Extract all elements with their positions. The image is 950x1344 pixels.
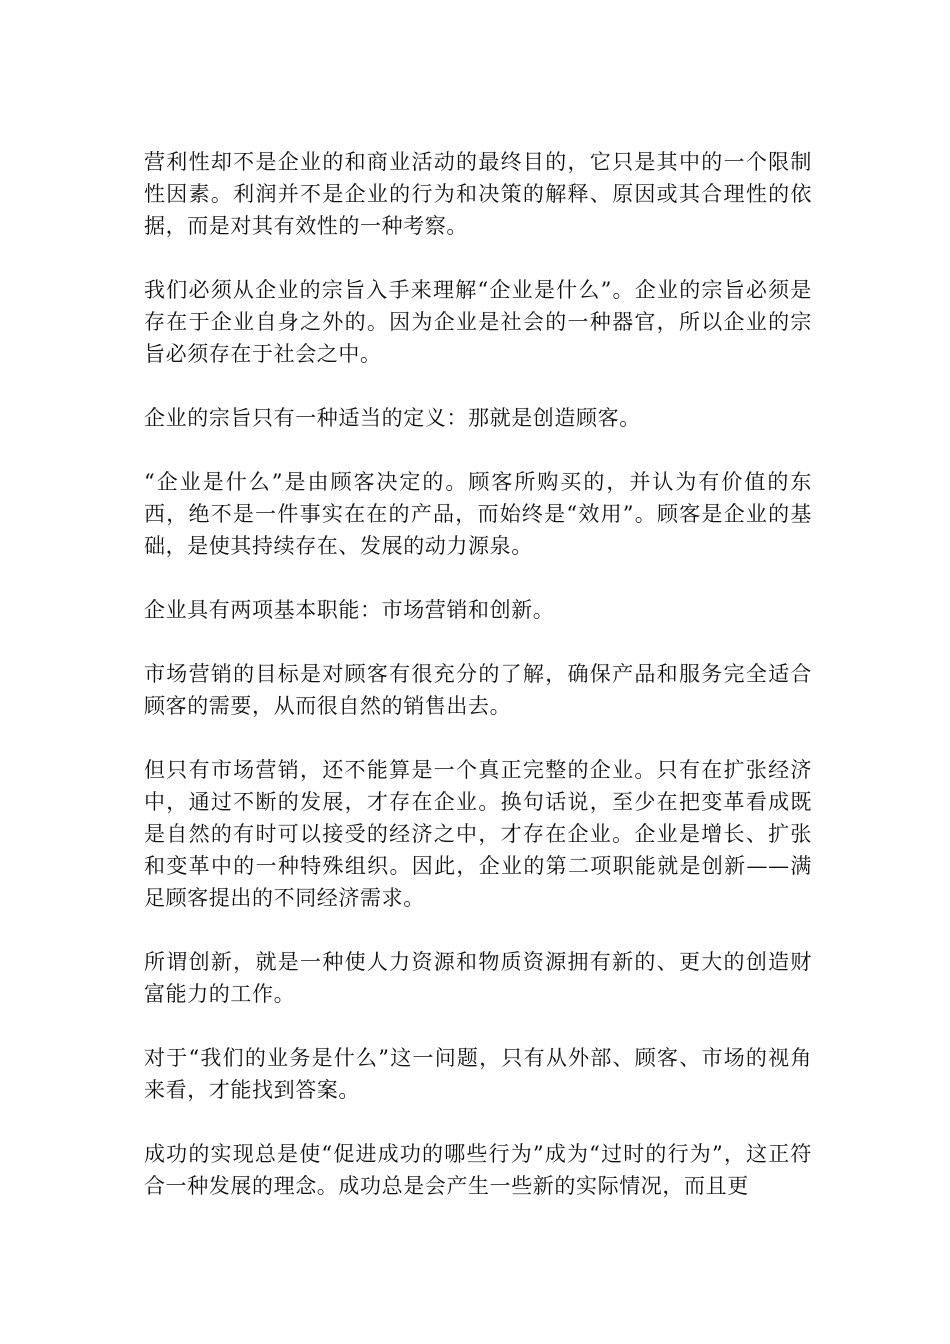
paragraph-2: 我们必须从企业的宗旨入手来理解“企业是什么”。企业的宗旨必须是存在于企业自身之外的。因为企业是社会的一种器官，所以企业的宗旨必须存在于社会之中。	[144, 278, 812, 366]
document-body	[144, 146, 812, 1234]
paragraph-7: 但只有市场营销，还不能算是一个真正完整的企业。只有在扩张经济中，通过不断的发展，才存在企业。换句话说，至少在把变革看成既是自然的有时可以接受的经济之中，才存在企业。企业是增长、扩张和变革中的一种特殊组织。因此，企业的第二项职能就是创新——满足顾客提出的不同经济需求。	[144, 758, 812, 910]
paragraph-1: 营利性却不是企业的和商业活动的最终目的，它只是其中的一个限制性因素。利润并不是企业的行为和决策的解释、原因或其合理性的依据，而是对其有效性的一种考察。	[144, 150, 812, 238]
paragraph-9: 对于“我们的业务是什么”这一问题，只有从外部、顾客、市场的视角来看，才能找到答案。	[144, 1046, 812, 1102]
paragraph-8: 所谓创新，就是一种使人力资源和物质资源拥有新的、更大的创造财富能力的工作。	[144, 950, 812, 1006]
paragraph-3: 企业的宗旨只有一种适当的定义：那就是创造顾客。	[144, 406, 641, 430]
paragraph-5: 企业具有两项基本职能：市场营销和创新。	[144, 598, 555, 622]
paragraph-4: “企业是什么”是由顾客决定的。顾客所购买的，并认为有价值的东西，绝不是一件事实在在的产品，而始终是“效用”。顾客是企业的基础，是使其持续存在、发展的动力源泉。	[144, 470, 812, 558]
paragraph-10: 成功的实现总是使“促进成功的哪些行为”成为“过时的行为”，这正符合一种发展的理念。成功总是会产生一些新的实际情况，而且更	[144, 1142, 812, 1198]
paragraph-6: 市场营销的目标是对顾客有很充分的了解，确保产品和服务完全适合顾客的需要，从而很自然的销售出去。	[144, 662, 812, 718]
